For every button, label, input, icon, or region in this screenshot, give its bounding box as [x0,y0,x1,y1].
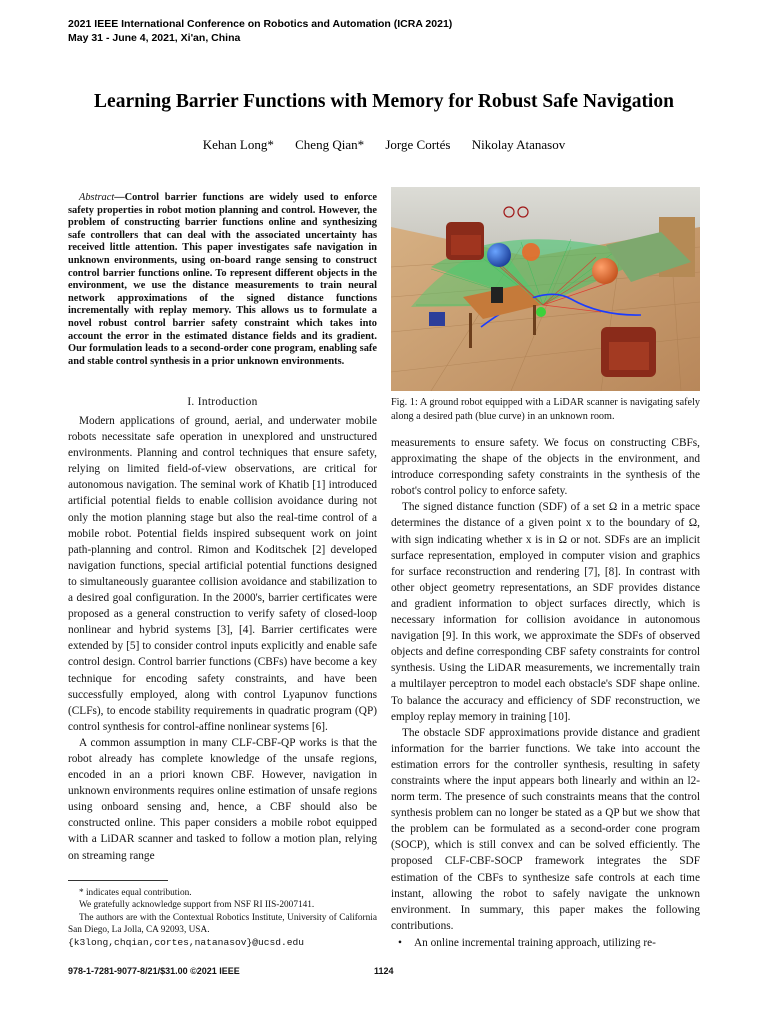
right-paragraph-1: measurements to ensure safety. We focus on constructing CBFs, approximating the shape of the objects in the environment, and introduce corresponding safety constraints in the synthesis of the robot's control policy to enforce safety. [391,437,700,498]
footnotes [68,887,377,949]
author-4: Nikolay Atanasov [471,137,566,152]
footnote-emails: {k3long,chqian,cortes,natanasov}@ucsd.edu [68,936,305,948]
author-2: Cheng Qian* [295,137,365,152]
conference-dates: May 31 - June 4, 2021, Xi'an, China [68,32,241,44]
footer-isbn: 978-1-7281-9077-8/21/$31.00 ©2021 IEEE [68,966,240,976]
conference-header [68,17,452,45]
figure-robot-room [391,187,700,391]
footnote-affiliation: The authors are with the Contextual Robotics Institute, University of California San Diego, La Jolla, CA 92093, USA. [68,912,377,936]
bullet-dot-icon: • [398,937,402,949]
paper-title: Learning Barrier Functions with Memory for Robust Safe Navigation [94,91,674,112]
conference-name: 2021 IEEE International Conference on Robotics and Automation (ICRA 2021) [68,18,453,30]
contribution-bullet [398,935,701,951]
footnote-equal: * indicates equal contribution. [79,888,192,898]
section-heading-introduction: I. Introduction [187,396,258,408]
footnote-support: We gratefully acknowledge support from NSF RI IIS-2007141. [79,900,315,911]
right-column [391,435,700,934]
author-1: Kehan Long* [202,137,274,152]
left-column [68,413,377,864]
author-3: Jorge Cortés [385,137,451,152]
footer-page-number: 1124 [374,966,394,976]
abstract-dash: — [114,192,125,203]
intro-paragraph-2: A common assumption in many CLF-CBF-QP works is that the robot already has complete knowledge of the unsafe regions, encoded in an a priori known CBF. However, navigation in unknown environments requires online estimation of unsafe regions using onboard sensing and, hence, a CBF should also be constructed online. This paper considers a mobile robot equipped with a LiDAR scanner and tasked to follow a motion plan, relying on streaming range [68,736,377,862]
footnote-rule [68,880,168,881]
right-paragraph-3: The obstacle SDF approximations provide distance and gradient information for the barrier functions. We take into account the estimation errors for the controller synthesis, resulting in safety constraints where the input appears both linearly and within an l2-norm term. The presence of such constraints means that the control synthesis problem can no longer be stated as a QP but we show that the problem can be formulated as a second-order cone program (SOCP), which is still convex and can be solved efficiently. The proposed CLF-CBF-SOCP framework integrates the SDF estimation of the CBFs to synthesize safe controls at each time instant, allowing the robot to safely navigate the unknown environment. In summary, this paper makes the following contributions. [391,726,700,932]
abstract [68,192,377,368]
author-list [0,137,768,153]
right-paragraph-2: The signed distance function (SDF) of a set Ω in a metric space determines the distance of a given point x to the boundary of Ω, with sign indicating whether x is in Ω or not. SDFs are an implicit surface representation, employed in computer vision and graphics for surface reconstruction and rendering [7], [8]. In contrast with other object geometry representations, an SDF provides distance and gradient information to object surfaces directly, which is necessary information for collision avoidance in autonomous navigation [9]. In this work, we approximate the SDFs of observed objects and define corresponding CBF safety constraints for control synthesis. Using the LiDAR measurements, we incrementally train a multilayer perceptron to model each obstacle's SDF shape online. To balance the accuracy and efficiency of SDF reconstruction, we employ replay memory in training [10]. [391,501,700,723]
abstract-text: Control barrier functions are widely used to enforce safety properties in robot motion planning and control. However, the problem of constructing barrier functions online and synthesizing safe controllers that can deal with the associated uncertainty has received little attention. This paper investigates safe navigation in unknown environments, using on-board range sensing to construct control barrier functions online. To represent different objects in the environment, we use the distance measurements to train neural network approximations of the signed distance functions incrementally with replay memory. This allows us to formulate a novel robust control barrier safety constraint which takes into account the error in the estimated distance fields and its gradient. Our formulation leads to a second-order cone program, enabling safe and stable control synthesis in a prior unknown environments. [68,192,377,367]
intro-paragraph-1: Modern applications of ground, aerial, and underwater mobile robots necessitate safe operation in unexplored and unstructured environments. Planning and control techniques that ensure safety, relying on limited field-of-view observations, are critical for autonomous navigation. The seminal work of Khatib [1] introduced artificial potential fields to enable collision avoidance during not only the motion planning stage but also the real-time control of a mobile robot. Potential fields inspired subsequent work on joint path-planning and control. Rimon and Koditschek [2] developed navigation functions, special artificial potential functions designed to simultaneously guarantee collision avoidance and stabilization to a desired goal configuration. In the 2000's, barrier certificates were proposed as a general construction to verify safety of closed-loop nonlinear and hybrid systems [3], [4]. Barrier certificates were extended by [5] to consider control inputs explicitly and enable safe control design. Control barrier functions (CBFs) have become a key technique for encoding safety constraints, and have been successfully employed, along with control Lyapunov functions (CLFs), to encode stability requirements in quadratic program (QP) control synthesis for control-affine nonlinear systems [6]. [68,415,377,733]
room-render-image [391,187,700,391]
abstract-label: Abstract [79,192,115,203]
figure-caption: Fig. 1: A ground robot equipped with a LiDAR scanner is navigating safely along a desired path (blue curve) in an unknown room. [391,397,700,422]
bullet-text: An online incremental training approach, utilizing re- [414,937,656,949]
